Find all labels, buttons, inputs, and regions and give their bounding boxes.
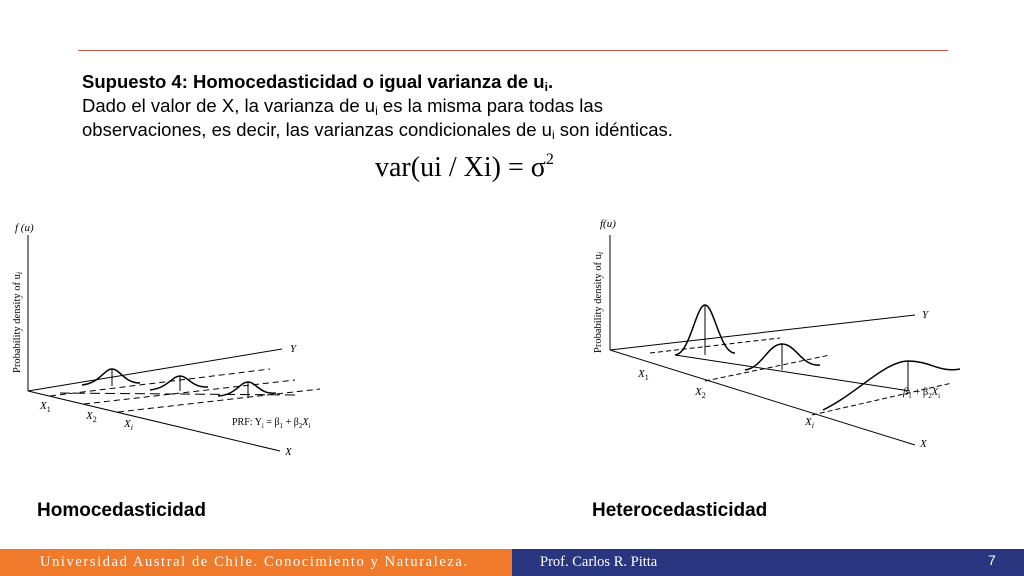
- left-line-x2: [84, 380, 295, 404]
- homoscedasticity-caption: Homocedasticidad: [37, 500, 206, 521]
- left-prf-label: PRF: $Y_i = \beta_1 + \beta_2X_i$: [232, 417, 311, 430]
- footer-university-text: Universidad Austral de Chile. Conocimiento y Naturaleza.: [40, 554, 469, 570]
- heteroscedasticity-diagram: [580, 205, 980, 465]
- footer-bar: [0, 549, 1024, 576]
- footer-author-text: Prof. Carlos R. Pitta: [540, 554, 658, 570]
- right-axis-y-label: Y: [922, 309, 929, 321]
- right-line-x1: [650, 338, 780, 353]
- left-line-xi: [118, 389, 320, 412]
- right-x1-label: $X_1$: [638, 368, 649, 382]
- left-axis-y-label: Y: [290, 343, 297, 355]
- right-prf-label: $\beta_1 + \beta_2X_i$: [903, 387, 941, 400]
- homoscedasticity-diagram: [0, 205, 345, 465]
- left-line-x1: [50, 369, 270, 396]
- left-xi-label: $X_i$: [124, 418, 133, 432]
- left-x2-label: $X_2$: [86, 410, 97, 424]
- right-y-axis: [610, 315, 915, 350]
- assumption-body: Dado el valor de X, la varianza de $u_i$ es la misma para todas las observaciones, es decir, las varianzas condicionales de $u_i$ son idénticas.: [82, 95, 673, 142]
- heteroscedasticity-caption: Heterocedasticidad: [592, 500, 768, 521]
- footer-author: [512, 549, 1024, 576]
- assumption-text: [82, 70, 682, 142]
- right-density-label: Probability density of ui: [593, 251, 605, 353]
- right-fu-label: f(u): [600, 218, 616, 230]
- right-x2-label: $X_2$: [695, 386, 706, 400]
- left-fu-label: f (u): [15, 222, 34, 234]
- left-axis-x-label: X: [285, 446, 292, 458]
- left-x1-label: $X_1$: [40, 400, 51, 414]
- left-density-curve-3: [218, 382, 276, 396]
- right-x-axis: [610, 350, 915, 445]
- right-line-x2: [705, 355, 830, 381]
- page-number: 7: [988, 552, 996, 568]
- left-y-axis: [28, 349, 282, 391]
- right-xi-label: $X_i$: [805, 416, 814, 430]
- right-axis-x-label: X: [920, 438, 927, 450]
- left-prf-line: [60, 393, 300, 395]
- top-divider: [78, 50, 948, 51]
- left-density-label: Probability density of ui: [12, 271, 24, 373]
- assumption-title: Supuesto 4: Homocedasticidad o igual varianza de $u_i$.: [82, 71, 554, 94]
- right-prf-line: [675, 355, 910, 391]
- variance-formula: $var(ui / Xi) = \sigma^2$: [375, 151, 554, 183]
- footer-university: [0, 549, 512, 576]
